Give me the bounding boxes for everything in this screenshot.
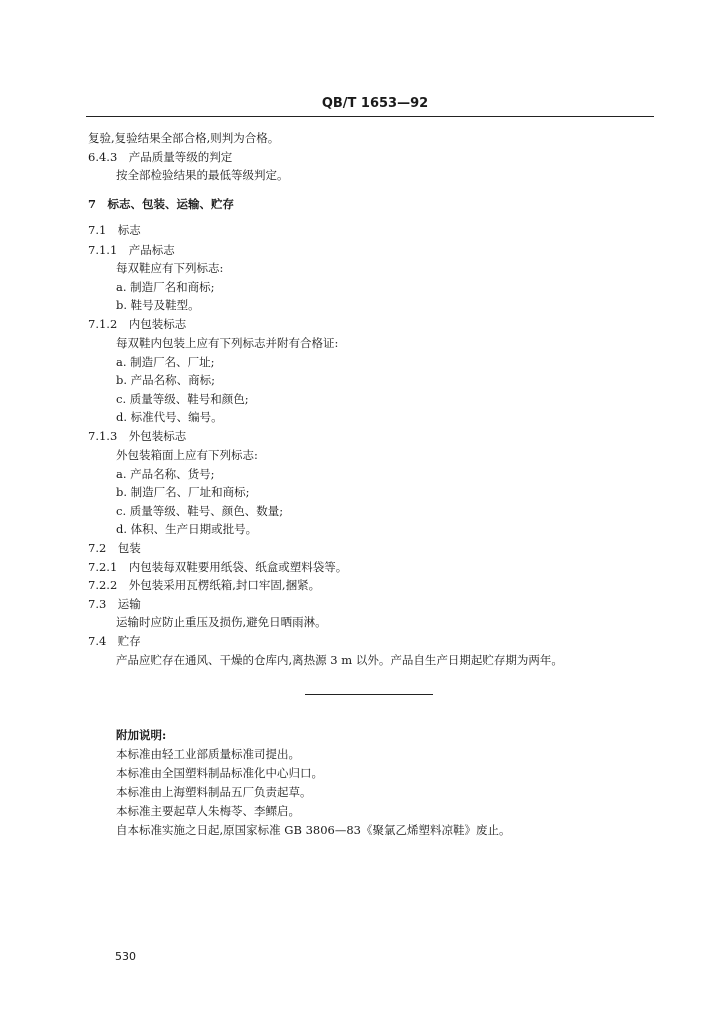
note-line: 本标准由轻工业部质量标准司提出。	[116, 747, 300, 761]
list-item: a. 产品名称、货号;	[116, 467, 215, 481]
list-item: b. 产品名称、商标;	[116, 373, 216, 387]
text-line: 每双鞋内包装上应有下列标志并附有合格证:	[116, 336, 339, 350]
text-line: 7.2.2 外包装采用瓦楞纸箱,封口牢固,捆紧。	[88, 578, 321, 592]
note-line: 本标准由全国塑料制品标准化中心归口。	[116, 766, 323, 780]
text-line: 按全部检验结果的最低等级判定。	[116, 168, 289, 182]
text-line: 复验,复验结果全部合格,则判为合格。	[88, 131, 280, 145]
section-heading: 6.4.3 产品质量等级的判定	[88, 150, 233, 164]
section-heading: 7.1 标志	[88, 223, 141, 237]
list-item: b. 鞋号及鞋型。	[116, 298, 200, 312]
list-item: d. 体积、生产日期或批号。	[116, 522, 258, 536]
section-divider	[305, 694, 433, 695]
text-line: 产品应贮存在通风、干燥的仓库内,离热源 3 m 以外。产品自生产日期起贮存期为两年。	[116, 653, 563, 667]
standard-code: QB/T 1653—92	[321, 96, 429, 111]
list-item: a. 制造厂名和商标;	[116, 280, 215, 294]
list-item: d. 标准代号、编号。	[116, 410, 223, 424]
section-heading: 7.2 包装	[88, 541, 141, 555]
section-heading: 7.1.2 内包装标志	[88, 317, 187, 331]
section-heading: 7.3 运输	[88, 597, 141, 611]
text-line: 外包装箱面上应有下列标志:	[116, 448, 258, 462]
section-heading: 7.1.1 产品标志	[88, 243, 175, 257]
section-heading: 7.4 贮存	[88, 634, 141, 648]
note-line: 本标准主要起草人朱梅苓、李鳏启。	[116, 804, 300, 818]
list-item: a. 制造厂名、厂址;	[116, 355, 215, 369]
text-line: 每双鞋应有下列标志:	[116, 261, 224, 275]
header-rule	[86, 116, 654, 117]
section-heading: 7.1.3 外包装标志	[88, 429, 187, 443]
section-heading: 7 标志、包装、运输、贮存	[88, 197, 235, 211]
text-line: 7.2.1 内包装每双鞋要用纸袋、纸盒或塑料袋等。	[88, 560, 348, 574]
notes-title: 附加说明:	[116, 728, 167, 742]
page-number: 530	[115, 950, 136, 963]
list-item: c. 质量等级、鞋号、颜色、数量;	[116, 504, 284, 518]
note-line: 自本标准实施之日起,原国家标准 GB 3806—83《聚氯乙烯塑料凉鞋》废止。	[116, 823, 511, 837]
list-item: b. 制造厂名、厂址和商标;	[116, 485, 250, 499]
text-line: 运输时应防止重压及损伤,避免日晒雨淋。	[116, 615, 327, 629]
list-item: c. 质量等级、鞋号和颜色;	[116, 392, 249, 406]
note-line: 本标准由上海塑料制品五厂负责起草。	[116, 785, 312, 799]
